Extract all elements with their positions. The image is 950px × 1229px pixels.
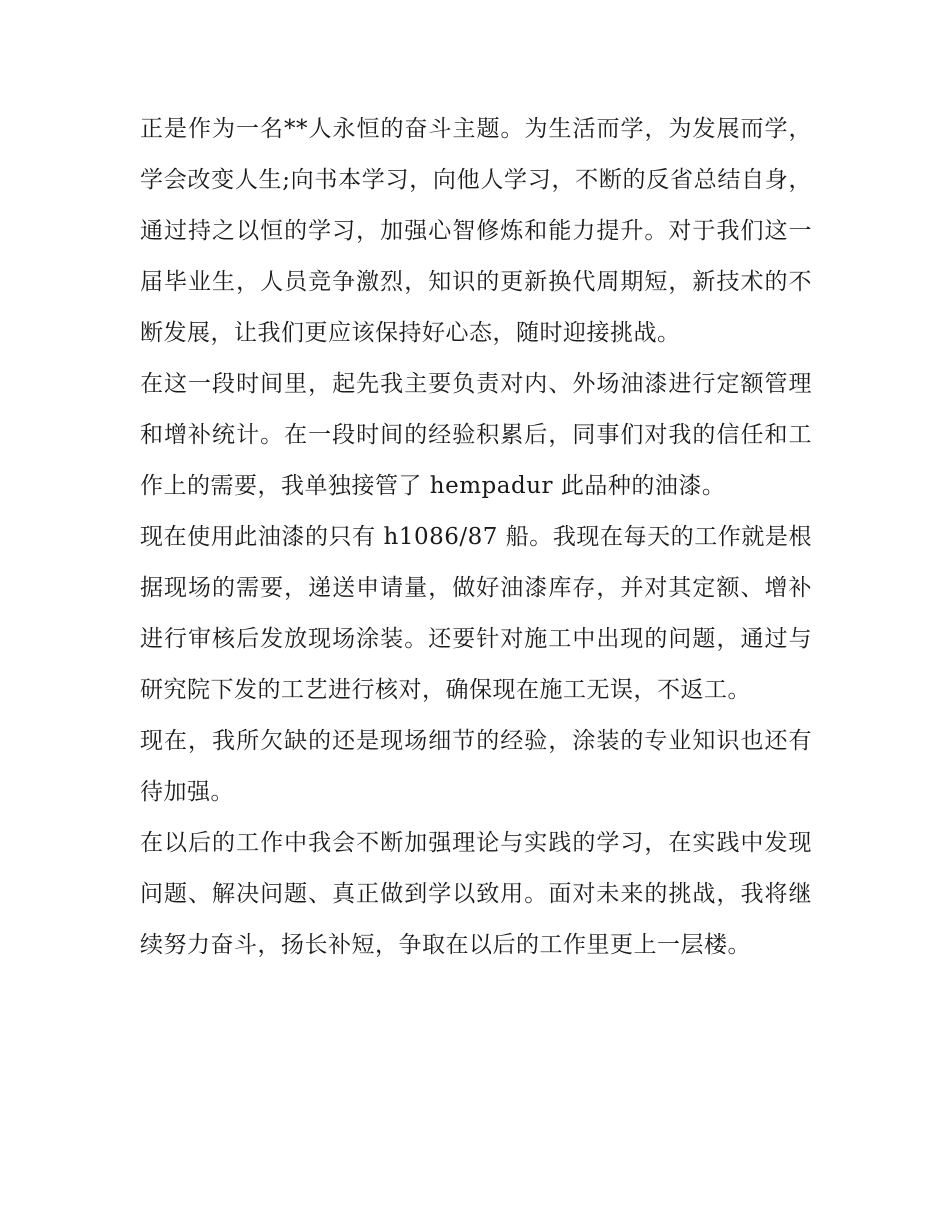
paragraph-daily-work: 现在使用此油漆的只有 h1086/87 船。我现在每天的工作就是根据现场的需要，递送申请量，做好油漆库存，并对其定额、增补进行审核后发放现场涂装。还要针对施工中出现的问题，通过与研究院下发的工艺进行核对，确保现在施工无误，不返工。 (140, 524, 812, 703)
paragraph-future-plan: 在以后的工作中我会不断加强理论与实践的学习，在实践中发现问题、解决问题、真正做到学以致用。面对未来的挑战，我将继续努力奋斗，扬长补短，争取在以后的工作里更上一层楼。 (140, 830, 812, 958)
paragraph-paint-management: 在这一段时间里，起先我主要负责对内、外场油漆进行定额管理和增补统计。在一段时间的经验积累后，同事们对我的信任和工作上的需要，我单独接管了 hempadur 此品种的油漆。 (140, 371, 812, 499)
paragraph-study-theme: 正是作为一名**人永恒的奋斗主题。为生活而学，为发展而学，学会改变人生;向书本学习，向他人学习，不断的反省总结自身，通过持之以恒的学习，加强心智修炼和能力提升。对于我们这一届毕业生，人员竞争激烈，知识的更新换代周期短，新技术的不断发展，让我们更应该保持好心态，随时迎接挑战。 (140, 116, 812, 346)
paragraph-shortcomings: 现在，我所欠缺的还是现场细节的经验，涂装的专业知识也还有待加强。 (140, 728, 812, 805)
document-body (140, 104, 812, 971)
